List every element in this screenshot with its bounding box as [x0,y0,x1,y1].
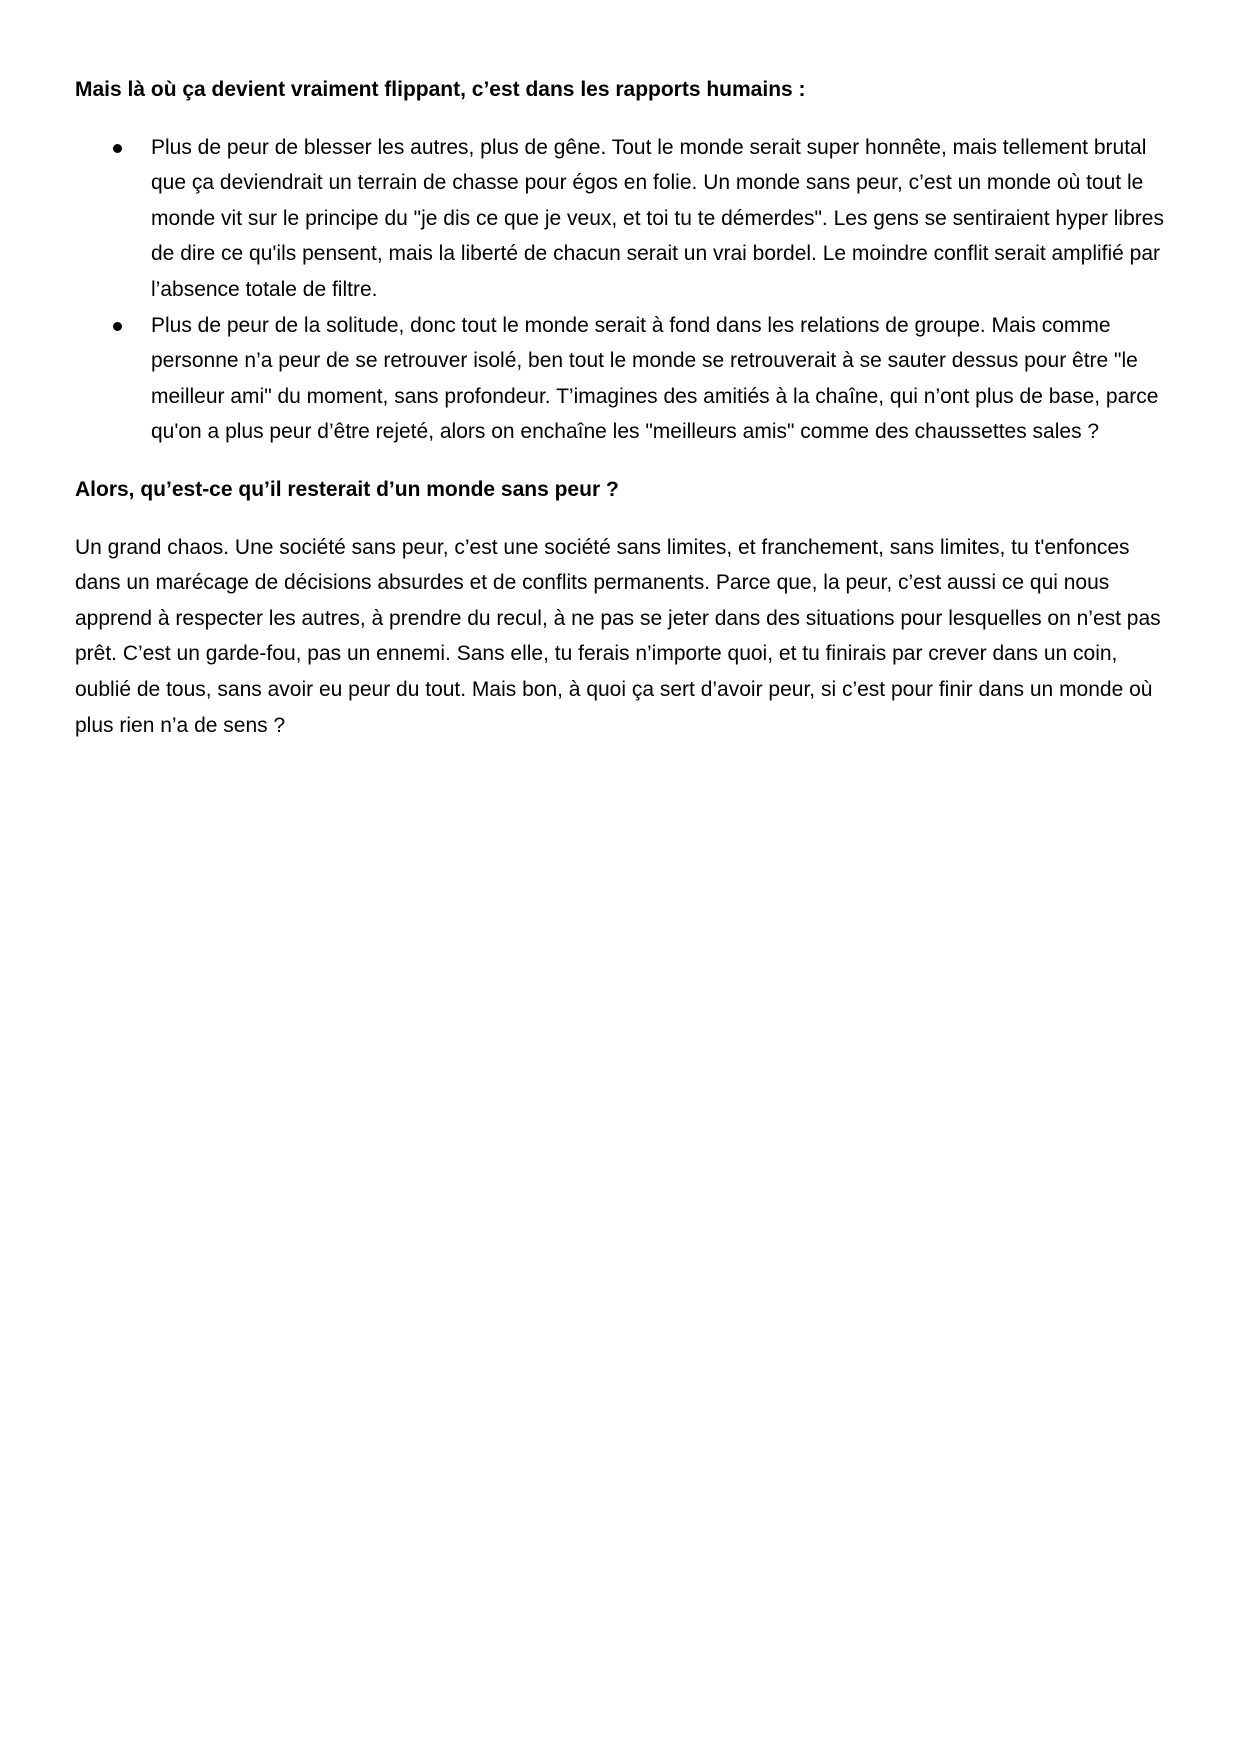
bullet-icon [113,144,122,153]
section-heading-human-relations: Mais là où ça devient vraiment flippant, c’est dans les rapports humains : [75,78,806,101]
list-item [75,130,1169,308]
bullet-icon [113,322,122,331]
bullet-list [75,130,1169,450]
section-heading-world-without-fear: Alors, qu’est-ce qu’il resterait d’un monde sans peur ? [75,477,619,501]
list-item-text: Plus de peur de blesser les autres, plus de gêne. Tout le monde serait super honnête, mais tellement brutal que ça deviendrait un terrain de chasse pour égos en folie. Un monde sans peur, c’est un monde où tout le monde vit sur le principe du "je dis ce que je veux, et toi tu te démerdes". Les gens se sentiraient hyper libres de dire ce qu'ils pensent, mais la liberté de chacun serait un vrai bordel. Le moindre conflit serait amplifié par l’absence totale de filtre. [151,135,1164,301]
list-item [75,308,1169,450]
list-item-text: Plus de peur de la solitude, donc tout le monde serait à fond dans les relations de groupe. Mais comme personne n’a peur de se retrouver isolé, ben tout le monde se retrouverait à se sauter dessus pour être "le meilleur ami" du moment, sans profondeur. T’imagines des amitiés à la chaîne, qui n’ont plus de base, parce qu'on a plus peur d’être rejeté, alors on enchaîne les "meilleurs amis" comme des chaussettes sales ? [151,313,1159,444]
body-paragraph: Un grand chaos. Une société sans peur, c’est une société sans limites, et franchement, sans limites, tu t'enfonces dans un marécage de décisions absurdes et de conflits permanents. Parce que, la peur, c’est aussi ce qui nous apprend à respecter les autres, à prendre du recul, à ne pas se jeter dans des situations pour lesquelles on n’est pas prêt. C’est un garde-fou, pas un ennemi. Sans elle, tu ferais n’importe quoi, et tu finirais par crever dans un coin, oublié de tous, sans avoir eu peur du tout. Mais bon, à quoi ça sert d’avoir peur, si c’est pour finir dans un monde où plus rien n’a de sens ? [75,535,1161,737]
